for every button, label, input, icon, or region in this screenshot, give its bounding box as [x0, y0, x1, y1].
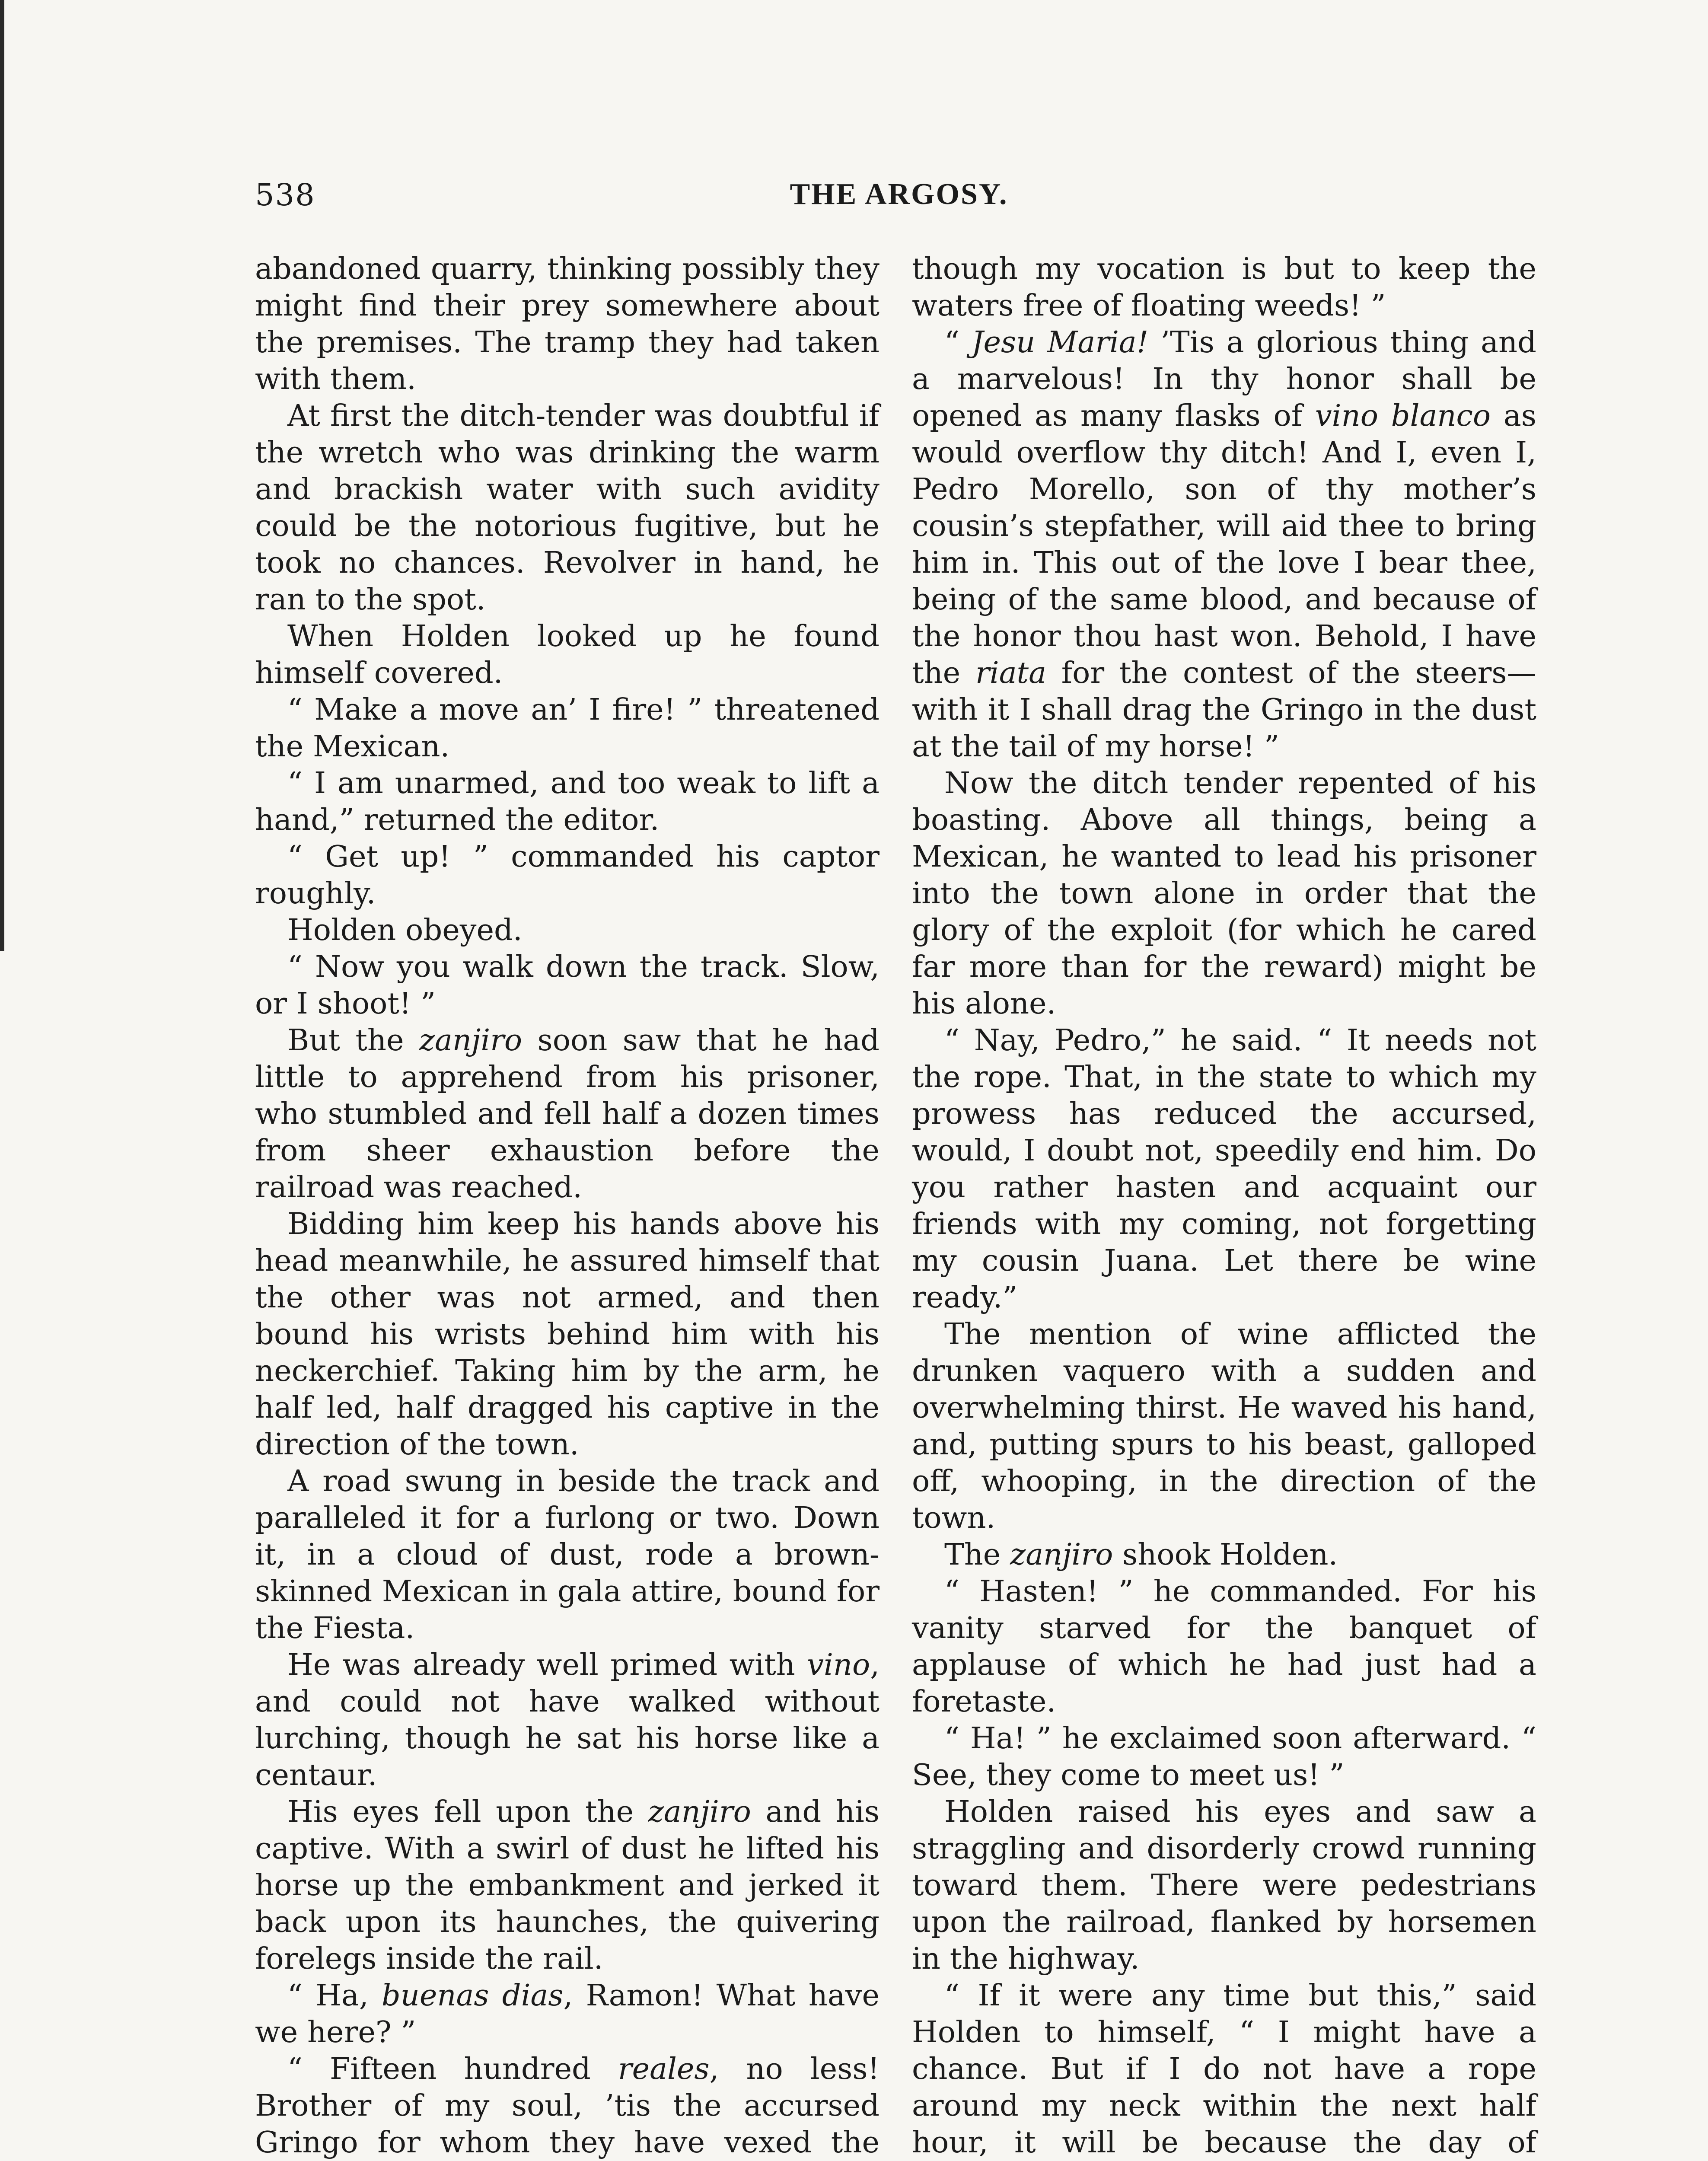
paragraph: When Holden looked up he found himself covered.	[255, 619, 879, 690]
paragraph: “ Nay, Pedro,” he said. “ It needs not the rope. That, in the state to which my prowess has reduced the accursed, would, I doubt not, speedily end him. Do you rather hasten and acquaint our friends with my coming, not forgetting my cousin Juana. Let there be wine ready.”	[912, 1023, 1536, 1315]
paragraph: His eyes fell upon the zanjiro and his captive. With a swirl of dust he lifted his horse up the embankment and jerked it back upon its haunches, the quivering forelegs inside the rail.	[255, 1794, 879, 1976]
page-binding-edge	[0, 0, 4, 951]
running-title: THE ARGOSY.	[790, 178, 1008, 211]
paragraph: Holden obeyed.	[287, 913, 523, 947]
paragraph: “ Get up! ” commanded his captor roughly.	[255, 839, 879, 911]
paragraph: “ Fifteen hundred reales, no less! Brother of my soul, ’tis the accursed Gringo for whom they have vexed the	[255, 2052, 879, 2160]
paragraph: abandoned quarry, thinking possibly they might find their prey somewhere about the premises. The tramp they had taken with them.	[255, 252, 879, 396]
paragraph: But the zanjiro soon saw that he had little to apprehend from his prisoner, who stumbled and fell half a dozen times from sheer exhaustion before the railroad was reached.	[255, 1023, 879, 1205]
paragraph: “ I am unarmed, and too weak to lift a hand,” returned the editor.	[255, 766, 879, 837]
paragraph: “ Ha! ” he exclaimed soon afterward. “ See, they come to meet us! ”	[912, 1721, 1536, 1792]
right-text-column	[912, 251, 1536, 2161]
paragraph: The mention of wine afflicted the drunken vaquero with a sudden and overwhelming thirst. He waved his hand, and, putting spurs to his beast, galloped off, whooping, in the direction of the town.	[912, 1317, 1536, 1535]
paragraph: “ If it were any time but this,” said Holden to himself, “ I might have a chance. But if I do not have a rope around my neck within the next half hour, it will be because the day of	[912, 1978, 1536, 2160]
paragraph: “ Ha, buenas dias, Ramon! What have we here? ”	[255, 1978, 879, 2049]
paragraph: Bidding him keep his hands above his head meanwhile, he assured himself that the other was not armed, and then bound his wrists behind him with his neckerchief. Taking him by the arm, he half led, half dragged his captive in the direction of the town.	[255, 1207, 879, 1462]
paragraph: though my vocation is but to keep the waters free of floating weeds! ”	[912, 252, 1536, 323]
paragraph: He was already well primed with vino, and could not have walked without lurching, though he sat his horse like a centaur.	[255, 1648, 879, 1792]
paragraph: “ Jesu Maria! ’Tis a glorious thing and a marvelous! In thy honor shall be opened as many flasks of vino blanco as would overflow thy ditch! And I, even I, Pedro Morello, son of thy mother’s cousin’s stepfather, will aid thee to bring him in. This out of the love I bear thee, being of the same blood, and because of the honor thou hast won. Behold, I have the riata for the contest of the steers—with it I shall drag the Gringo in the dust at the tail of my horse! ”	[912, 325, 1536, 764]
left-text-column	[255, 251, 879, 2161]
paragraph: Holden raised his eyes and saw a straggling and disorderly crowd running toward them. There were pedestrians upon the railroad, flanked by horsemen in the highway.	[912, 1794, 1536, 1976]
page-number: 538	[255, 177, 315, 213]
paragraph: “ Make a move an’ I fire! ” threatened the Mexican.	[255, 692, 879, 764]
paragraph: A road swung in beside the track and paralleled it for a furlong or two. Down it, in a cloud of dust, rode a brown-skinned Mexican in gala attire, bound for the Fiesta.	[255, 1464, 879, 1645]
page-header	[255, 177, 1543, 225]
paragraph: “ Hasten! ” he commanded. For his vanity starved for the banquet of applause of which he had just had a foretaste.	[912, 1574, 1536, 1719]
paragraph: “ Now you walk down the track. Slow, or I shoot! ”	[255, 950, 879, 1021]
paragraph: The zanjiro shook Holden.	[944, 1537, 1338, 1572]
paragraph: At first the ditch-tender was doubtful if the wretch who was drinking the warm and brackish water with such avidity could be the notorious fugitive, but he took no chances. Revolver in hand, he ran to the spot.	[255, 398, 879, 617]
paragraph: Now the ditch tender repented of his boasting. Above all things, being a Mexican, he wanted to lead his prisoner into the town alone in order that the glory of the exploit (for which he cared far more than for the reward) might be his alone.	[912, 766, 1536, 1021]
